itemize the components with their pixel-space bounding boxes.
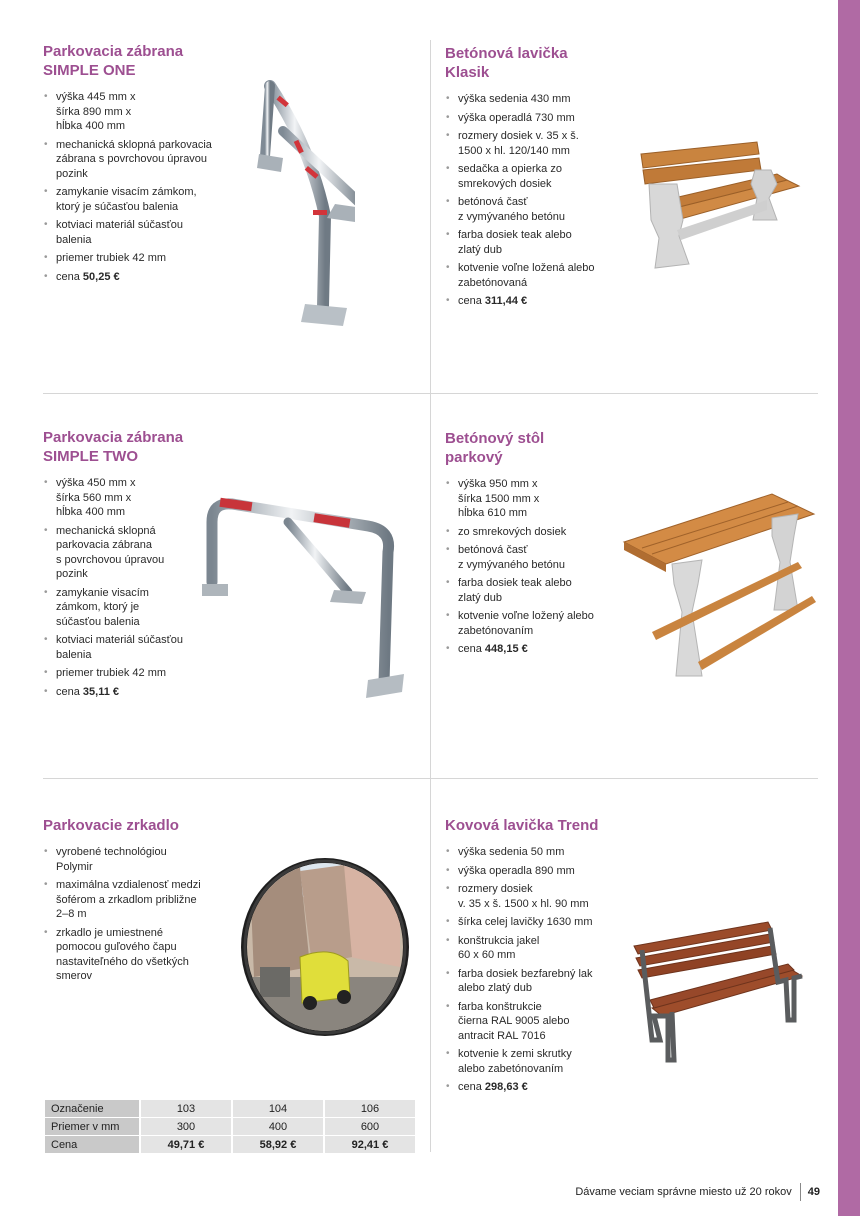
table-row-label: Priemer v mm	[45, 1118, 139, 1135]
footer-slogan: Dávame veciam správne miesto už 20 rokov	[575, 1186, 792, 1198]
spec-item: • výška operadla 890 mm	[445, 864, 625, 879]
title-line: Parkovacia zábrana	[43, 429, 184, 446]
price-item	[43, 685, 203, 700]
spec-item: • zo smrekových dosiek	[445, 525, 625, 540]
concrete-bench-image	[637, 140, 802, 280]
spec-item: • výška 950 mm x šírka 1500 mm x hĺbka 610 mm	[445, 477, 625, 521]
spec-item: • zamykanie visacím zámkom, ktorý je súčasťou balenia	[43, 586, 203, 630]
table-cell: 106	[325, 1100, 415, 1117]
price-value: 35,11 €	[82, 685, 120, 698]
title-line: Betónový stôl	[445, 430, 545, 447]
spec-item: • betónová časť z vymývaného betónu	[445, 543, 625, 572]
product-klasik-bench	[445, 44, 625, 313]
title-line: Parkovacie zrkadlo	[43, 817, 179, 834]
title-line: Kovová lavička Trend	[445, 817, 599, 834]
table-row-label: Cena	[45, 1136, 139, 1153]
spec-item: • výška 445 mm x šírka 890 mm x hĺbka 400 mm	[43, 90, 233, 134]
table-cell: 400	[233, 1118, 323, 1135]
spec-list	[445, 477, 625, 657]
column-divider	[430, 40, 431, 1152]
spec-item: • výška sedenia 50 mm	[445, 845, 625, 860]
parking-barrier-two-image	[198, 492, 408, 702]
spec-item: • mechanická sklopná parkovacia zábrana s povrchovou úpravou pozink	[43, 138, 233, 182]
price-value: 448,15 €	[484, 643, 528, 655]
footer-separator	[800, 1183, 801, 1201]
product-title	[445, 816, 625, 835]
spec-list	[445, 92, 625, 309]
spec-item: • sedačka a opierka zo smrekových dosiek	[445, 162, 625, 191]
title-line: SIMPLE ONE	[43, 62, 136, 79]
price-value: 50,25 €	[82, 270, 120, 283]
spec-item: • kotviaci materiál súčasťou balenia	[43, 633, 203, 662]
page-number: 49	[807, 1186, 820, 1198]
price-label: cena	[458, 295, 485, 307]
spec-item: • vyrobené technológiou Polymir	[43, 845, 233, 874]
side-color-stripe	[838, 0, 860, 1216]
spec-item: • priemer trubiek 42 mm	[43, 251, 233, 266]
table-cell: 103	[141, 1100, 231, 1117]
spec-item: • rozmery dosiek v. 35 x š. 1500 x hl. 90 mm	[445, 882, 625, 911]
spec-item: • betónová časť z vymývaného betónu	[445, 195, 625, 224]
table-cell: 104	[233, 1100, 323, 1117]
spec-item: • rozmery dosiek v. 35 x š. 1500 x hl. 120/140 mm	[445, 129, 625, 158]
spec-item: • mechanická sklopná parkovacia zábrana s povrchovou úpravou pozink	[43, 524, 203, 582]
price-value: 311,44 €	[484, 295, 528, 307]
price-label: cena	[458, 643, 485, 655]
price-item	[445, 294, 625, 309]
spec-item: • farba dosiek teak alebo zlatý dub	[445, 576, 625, 605]
spec-list	[43, 476, 203, 699]
spec-item: • kotvenie voľne ložený alebo zabetónovaním	[445, 609, 625, 638]
page-footer	[575, 1183, 820, 1201]
price-value: 298,63 €	[484, 1081, 528, 1093]
table-row	[45, 1100, 415, 1117]
spec-item: • šírka celej lavičky 1630 mm	[445, 915, 625, 930]
spec-list	[43, 90, 233, 284]
title-line: Klasik	[445, 64, 490, 81]
spec-item: • maximálna vzdialenosť medzi šoférom a zrkadlom približne 2–8 m	[43, 878, 233, 922]
spec-item: • konštrukcia jakel 60 x 60 mm	[445, 934, 625, 963]
spec-item: • výška 450 mm x šírka 560 mm x hĺbka 400 mm	[43, 476, 203, 520]
price-item	[445, 642, 625, 657]
price-label: cena	[458, 1081, 485, 1093]
product-title	[43, 816, 233, 835]
title-line: SIMPLE TWO	[43, 448, 138, 465]
row-divider-1	[43, 393, 818, 394]
table-cell: 300	[141, 1118, 231, 1135]
table-cell: 92,41 €	[325, 1136, 415, 1153]
product-title	[43, 42, 233, 80]
spec-list	[445, 845, 625, 1095]
product-simple-two	[43, 428, 203, 703]
product-title	[445, 429, 625, 467]
spec-item: • zrkadlo je umiestnené pomocou guľového čapu nastaviteľného do všetkých smerov	[43, 926, 233, 984]
table-cell: 58,92 €	[233, 1136, 323, 1153]
title-line: parkový	[445, 449, 503, 466]
spec-item: • farba konštrukcie čierna RAL 9005 alebo antracit RAL 7016	[445, 1000, 625, 1044]
spec-item: • farba dosiek bezfarebný lak alebo zlatý dub	[445, 967, 625, 996]
spec-item: • priemer trubiek 42 mm	[43, 666, 203, 681]
price-item	[43, 270, 233, 285]
title-line: Parkovacia zábrana	[43, 43, 184, 60]
product-concrete-table	[445, 429, 625, 661]
row-divider-2	[43, 778, 818, 779]
product-simple-one	[43, 42, 233, 288]
price-label: cena	[56, 685, 83, 698]
spec-item: • farba dosiek teak alebo zlatý dub	[445, 228, 625, 257]
price-item	[445, 1080, 625, 1095]
spec-item: • zamykanie visacím zámkom, ktorý je súčasťou balenia	[43, 185, 233, 214]
table-row	[45, 1118, 415, 1135]
product-parking-mirror	[43, 816, 233, 988]
spec-item: • kotviaci materiál súčasťou balenia	[43, 218, 233, 247]
spec-item: • kotvenie voľne ložená alebo zabetónovaná	[445, 261, 625, 290]
product-title	[445, 44, 625, 82]
price-label: cena	[56, 270, 83, 283]
product-trend-bench	[445, 816, 625, 1099]
table-row-label: Označenie	[45, 1100, 139, 1117]
spec-item: • kotvenie k zemi skrutky alebo zabetónovaním	[445, 1047, 625, 1076]
parking-barrier-one-image	[255, 76, 355, 331]
metal-bench-image	[628, 920, 808, 1065]
table-row	[45, 1136, 415, 1153]
spec-item: • výška operadlá 730 mm	[445, 111, 625, 126]
spec-list	[43, 845, 233, 984]
parking-mirror-image	[240, 857, 410, 1037]
title-line: Betónová lavička	[445, 45, 568, 62]
spec-item: • výška sedenia 430 mm	[445, 92, 625, 107]
mirror-price-table	[43, 1099, 417, 1154]
concrete-table-image	[622, 492, 817, 682]
table-cell: 49,71 €	[141, 1136, 231, 1153]
table-cell: 600	[325, 1118, 415, 1135]
product-title	[43, 428, 203, 466]
